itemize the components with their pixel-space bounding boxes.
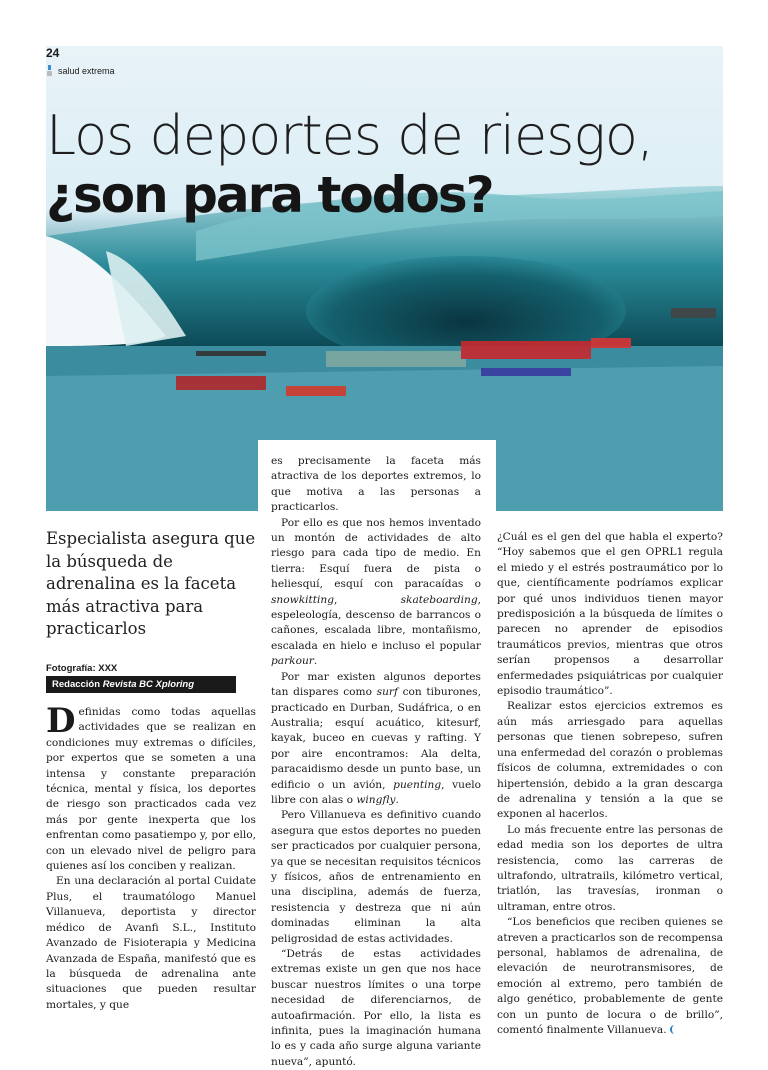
paragraph: Por ello es que nos hemos inventado un montón de actividades de alto riesgo para cada tipo de medio. En tierra: Esquí fuera de pista o heliesquí, esquí con paracaídas o snowkitting, skateboarding, espeleología, descenso de barrancos o cañones, escalada libre, montañismo, escalada en hielo e incluso el popular parkour. xyxy=(271,516,481,668)
page-number: 24 xyxy=(46,46,60,60)
editor-name: Revista BC Xploring xyxy=(102,679,195,690)
headline-line-2: ¿son para todos? xyxy=(46,166,493,224)
article-column-2 xyxy=(271,454,481,1070)
paragraph: Lo más frecuente entre las personas de edad media son los deportes de ultra resistencia, como las carreras de ultrafondo, ultratrails, kilómetro vertical, triatlón, las travesías, ironman o ultraman, entre otros. xyxy=(497,823,723,913)
editor-prefix: Redacción xyxy=(52,679,103,690)
paragraph: es precisamente la faceta más atractiva de los deportes extremos, lo que motiva a las personas a practicarlos. xyxy=(271,455,481,514)
paragraph: Realizar estos ejercicios extremos es aún más arriesgado para aquellas personas que tienen sobrepeso, sufren una enfermedad del corazón o problemas físicos de columna, extremidades o con hipertensión, debido a la gran descarga de adrenalina y tensión a la que se exponen al hacerlos. xyxy=(497,700,723,821)
paragraph: Por mar existen algunos deportes tan dispares como surf con tiburones, practicado en Durban, Sudáfrica, o en Australia; esquí acuático, kitesurf, kayak, buceo en cuevas y rafting. Y por aire encontramos: Ala delta, paracaidismo desde un punto base, un edificio o un avión, puenting, vuelo libre con alas o wingfly. xyxy=(271,670,481,806)
article-end-icon xyxy=(670,1025,679,1034)
logo-marker-icon xyxy=(46,65,54,76)
photo-credit: Fotografía: XXX xyxy=(46,663,118,674)
drop-cap: D xyxy=(46,701,76,741)
editor-credit xyxy=(46,676,236,693)
headline-line-1: Los deportes de riesgo, xyxy=(46,104,654,167)
section-text: salud extrema xyxy=(58,65,115,76)
paragraph: “Los beneficios que reciben quienes se atreven a practicarlos son de recompensa personal, hablamos de adrenalina, de elevación de neurotransmisores, de emoción al extremo, pero también de algo genético, probablemente de gente con un punto de locura o de brillo”, comentó finalmente Villanueva. xyxy=(497,916,723,1036)
paragraph: En una declaración al portal Cuidate Plus, el traumatólogo Manuel Villanueva, deportista y director médico de Avanfi S.L., Instituto Avanzado de Fisioterapia y Medicina Avanzada de España, manifestó que es la búsqueda de adrenalina ante situaciones que pueden resultar mortales, y que xyxy=(46,875,256,1011)
article-column-1 xyxy=(46,701,256,1013)
section-label xyxy=(46,65,115,76)
article-column-3 xyxy=(497,530,723,1038)
paragraph: ¿Cuál es el gen del que habla el experto? “Hoy sabemos que el gen OPRL1 regula el miedo y el estrés postraumático por lo que, científicamente podríamos explicar por qué unos individuos tienen mayor predisposición a la búsqueda de límites o parecen no aprender de episodios traumáticos previos, mientras que otros serían propensos a desarrollar enfermedades psiquiátricas por cualquier episodio traumático”. xyxy=(497,531,723,698)
paragraph: Pero Villanueva es definitivo cuando asegura que estos deportes no pueden ser practicados por cualquier persona, ya que se necesitan requisitos técnicos y físicos, años de entrenamiento en una disciplina, además de fuerza, resistencia y destreza que ni aún dominadas eliminan la alta peligrosidad de estas actividades. xyxy=(271,809,481,945)
paragraph: Definidas como todas aquellas actividades que se realizan en condiciones muy extremas o difíciles, por expertos que se someten a una intensa y constante preparación técnica, mental y física, los deportes de riesgo son practicados cada vez más por gente inexperta que los enfrentan como pasatiempo y, por ello, con un elevado nivel de peligro para quienes así los conciben y realizan. xyxy=(46,701,256,873)
lead-text: Especialista asegura que la búsqueda de adrenalina es la faceta más atractiva para practicarlos xyxy=(46,529,256,638)
paragraph: “Detrás de estas actividades extremas existe un gen que nos hace buscar nuestros límites o una torpe necesidad de diferenciarnos, de autoafirmación. Por ello, la lista es infinita, pues la imaginación humana lo es y cada año surge alguna variante nueva”, apuntó. xyxy=(271,948,481,1068)
